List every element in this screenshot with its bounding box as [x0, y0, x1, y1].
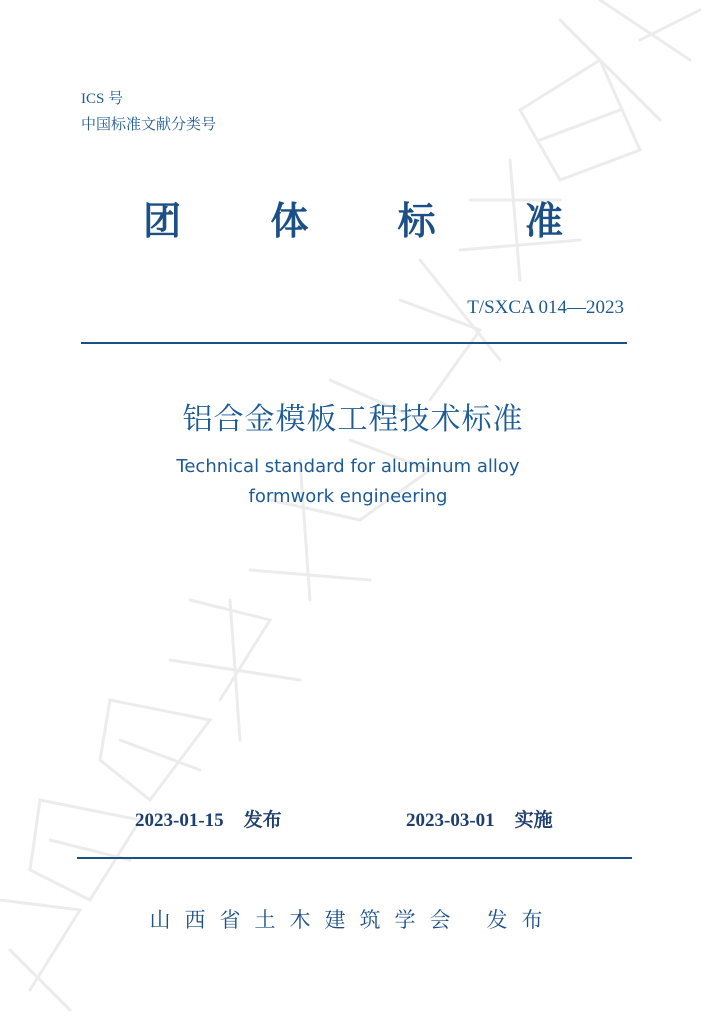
ics-number-label: ICS 号	[81, 91, 124, 107]
top-divider	[81, 342, 627, 344]
publish-date: 2023-01-15	[135, 810, 224, 831]
ccs-number-label: 中国标准文献分类号	[81, 117, 217, 133]
publisher-action: 发布	[486, 908, 557, 932]
publish-label: 发布	[243, 809, 282, 831]
standard-number: T/SXCA 014—2023	[467, 297, 624, 318]
english-title-line-2: formwork engineering	[248, 486, 448, 507]
document-title-chinese: 铝合金模板工程技术标准	[182, 402, 524, 437]
publisher-name: 山西省土木建筑学会	[149, 908, 465, 932]
bottom-divider	[77, 857, 632, 859]
publish-date-block	[135, 806, 282, 835]
implement-date: 2023-03-01	[406, 810, 495, 831]
standard-type-heading: 团 体 标 准	[143, 199, 601, 243]
implement-date-block	[406, 806, 553, 835]
implement-label: 实施	[514, 809, 553, 831]
document-title-english	[150, 452, 546, 512]
classification-block	[81, 86, 216, 138]
english-title-line-1: Technical standard for aluminum alloy	[176, 456, 520, 477]
publisher-line	[0, 902, 706, 938]
